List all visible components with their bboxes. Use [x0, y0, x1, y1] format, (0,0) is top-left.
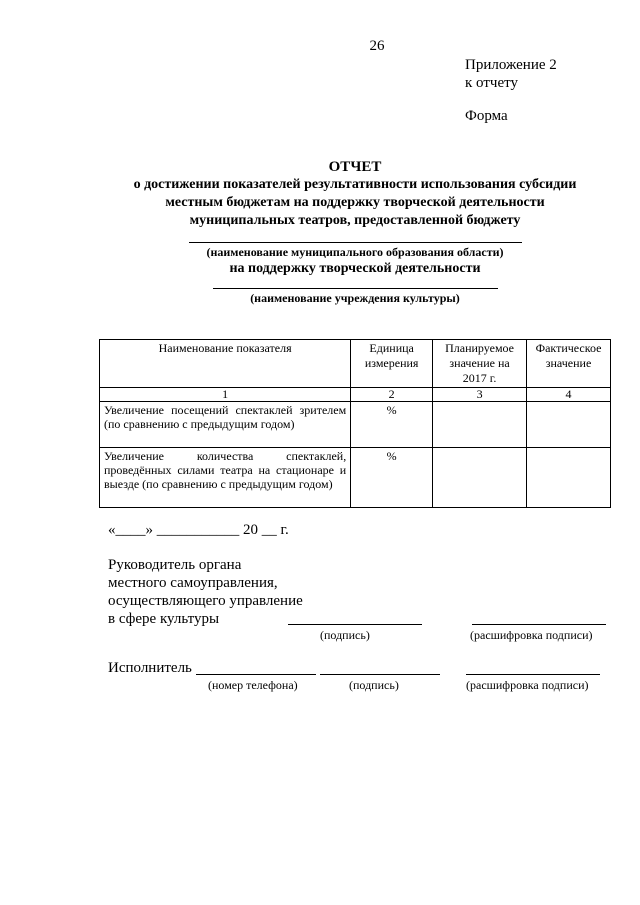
actual-value-cell[interactable] [527, 402, 611, 448]
executor-phone-line [196, 674, 316, 675]
appendix-note [465, 56, 557, 92]
executor-phone-caption: (номер телефона) [208, 678, 298, 692]
column-number-row [100, 388, 611, 402]
report-subtitle-line-3: муниципальных театров, предоставленной бюджету [189, 213, 521, 228]
executor-decoding-caption: (расшифровка подписи) [466, 678, 589, 692]
signer-line-4: в сфере культуры [108, 611, 220, 627]
institution-blank-line [213, 278, 498, 289]
signer-line-2: местного самоуправления, [108, 575, 278, 591]
head-decoding-caption: (расшифровка подписи) [470, 628, 593, 642]
executor-decoding-line [466, 674, 600, 675]
table-row [100, 448, 611, 508]
executor-signature-line [320, 674, 440, 675]
signer-title [108, 556, 303, 628]
indicators-table [99, 339, 611, 508]
header-indicator-name: Наименование показателя [100, 340, 351, 388]
report-subtitle-line-2: местным бюджетам на поддержку творческой деятельности [165, 195, 545, 210]
planned-value-cell[interactable] [433, 402, 527, 448]
executor-signature-caption: (подпись) [349, 678, 399, 692]
header-planned: Планируемое значение на 2017 г. [433, 340, 527, 388]
appendix-line-1: Приложение 2 [465, 57, 557, 73]
institution-caption: (наименование учреждения культуры) [250, 291, 460, 305]
indicator-unit: % [351, 402, 433, 448]
column-number: 2 [351, 388, 433, 402]
table-header-row [100, 340, 611, 388]
report-subtitle-line-1: о достижении показателей результативности использования субсидии [133, 177, 577, 192]
table-row [100, 402, 611, 448]
column-number: 3 [433, 388, 527, 402]
header-unit: Единица измерения [351, 340, 433, 388]
header-actual: Фактическое значение [527, 340, 611, 388]
form-label: Форма [465, 108, 508, 124]
signer-line-3: осуществляющего управление [108, 593, 303, 609]
head-decoding-line [472, 624, 606, 625]
indicator-unit: % [351, 448, 433, 508]
report-title-block [100, 158, 610, 306]
page-number: 26 [369, 38, 385, 54]
date-line: «____» ___________ 20 __ г. [108, 522, 289, 538]
column-number: 1 [100, 388, 351, 402]
actual-value-cell[interactable] [527, 448, 611, 508]
indicator-name: Увеличение количества спектаклей, проведённых силами театра на стационаре и выезде (по сравнению с предыдущим годом) [100, 448, 351, 508]
signer-line-1: Руководитель органа [108, 557, 242, 573]
report-title: ОТЧЕТ [328, 159, 382, 175]
planned-value-cell[interactable] [433, 448, 527, 508]
municipality-caption: (наименование муниципального образования области) [206, 245, 504, 259]
indicator-name: Увеличение посещений спектаклей зрителем (по сравнению с предыдущим годом) [100, 402, 351, 448]
executor-label: Исполнитель [108, 660, 192, 676]
municipality-blank-line [189, 230, 522, 243]
column-number: 4 [527, 388, 611, 402]
purpose-line: на поддержку творческой деятельности [229, 261, 481, 276]
head-signature-line [288, 624, 422, 625]
appendix-line-2: к отчету [465, 75, 518, 91]
head-signature-caption: (подпись) [320, 628, 370, 642]
